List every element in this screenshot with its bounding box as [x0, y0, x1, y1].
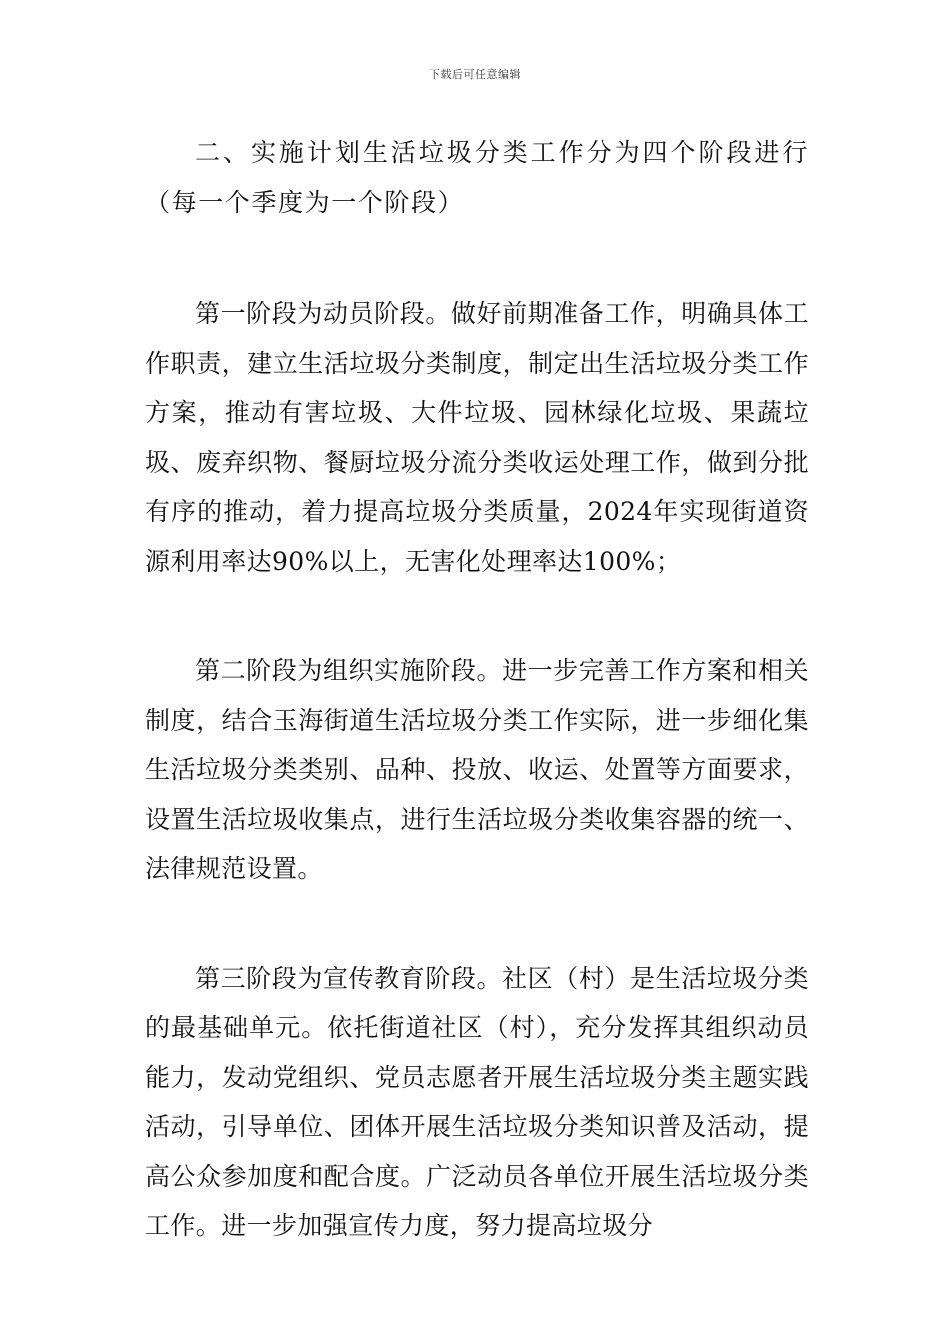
stage-1-paragraph: 第一阶段为动员阶段。做好前期准备工作，明确具体工作职责，建立生活垃圾分类制度，制定出生活垃圾分类工作方案，推动有害垃圾、大件垃圾、园林绿化垃圾、果蔬垃圾、废弃织物、餐厨垃圾分流分类收运处理工作，做到分批有序的推动，着力提高垃圾分类质量，2024年实现街道资源利用率达90%以上，无害化处理率达100%；	[145, 299, 809, 576]
stage-3-paragraph: 第三阶段为宣传教育阶段。社区（村）是生活垃圾分类的最基础单元。依托街道社区（村），充分发挥其组织动员能力，发动党组织、党员志愿者开展生活垃圾分类主题实践活动，引导单位、团体开展生活垃圾分类知识普及活动，提高公众参加度和配合度。广泛动员各单位开展生活垃圾分类工作。进一步加强宣传力度，努力提高垃圾分	[145, 963, 809, 1240]
stage-2-paragraph: 第二阶段为组织实施阶段。进一步完善工作方案和相关制度，结合玉海街道生活垃圾分类工作实际，进一步细化集生活垃圾分类类别、品种、投放、收运、处置等方面要求，设置生活垃圾收集点，进行生活垃圾分类收集容器的统一、法律规范设置。	[145, 656, 809, 883]
document-body	[145, 128, 809, 1251]
section-heading: 二、实施计划生活垃圾分类工作分为四个阶段进行（每一个季度为一个阶段）	[145, 138, 809, 217]
header-note: 下载后可任意编辑	[429, 68, 521, 81]
